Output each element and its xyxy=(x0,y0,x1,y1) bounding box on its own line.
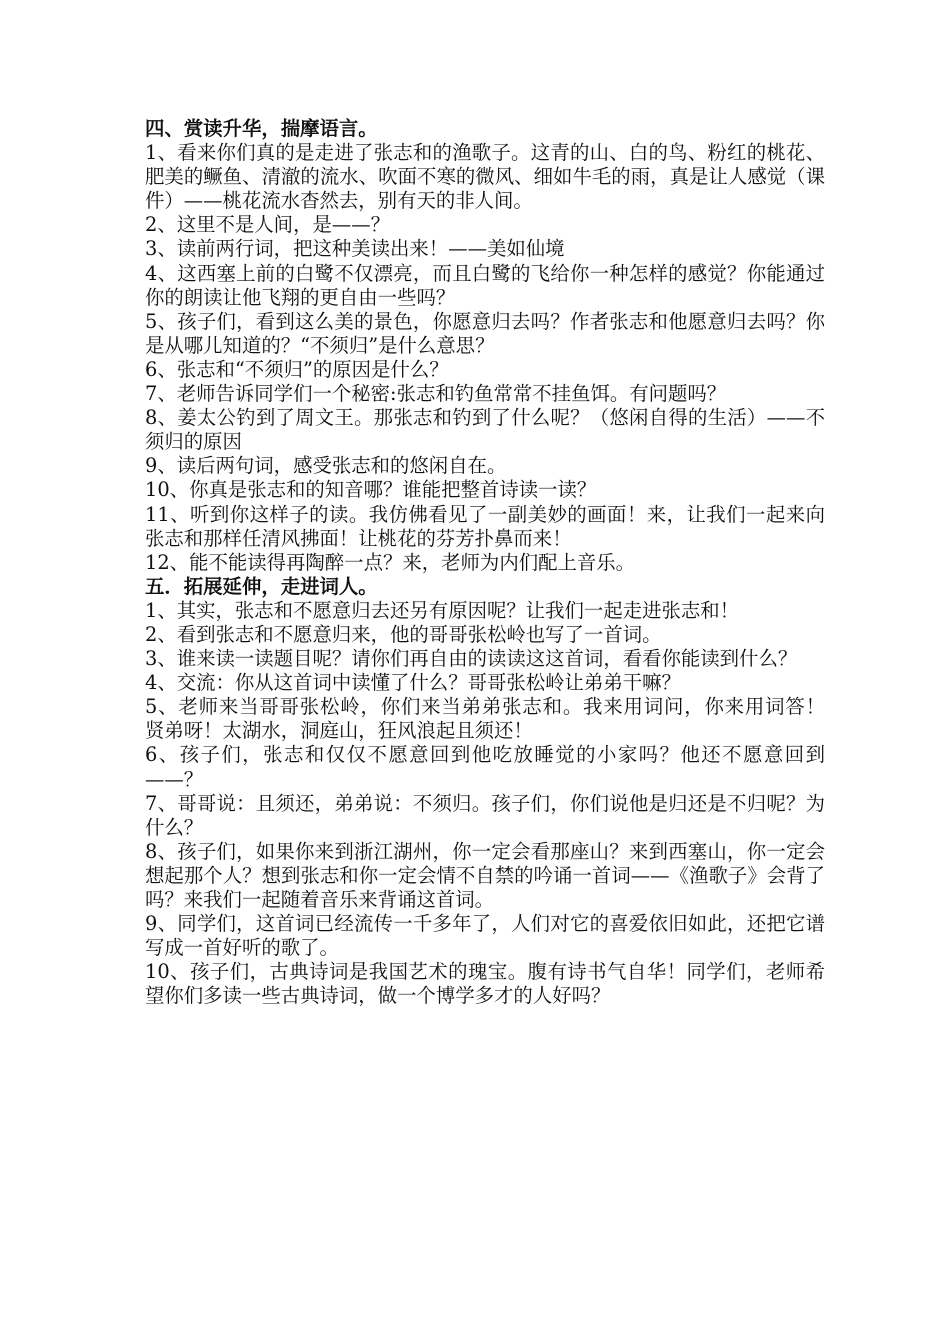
paragraph: 4、这西塞上前的白鹭不仅漂亮，而且白鹭的飞给你一种怎样的感觉？你能通过你的朗读让他飞翔的更自由一些吗？ xyxy=(145,261,825,309)
paragraph: 9、同学们，这首词已经流传一千多年了，人们对它的喜爱依旧如此，还把它谱写成一首好听的歌了。 xyxy=(145,912,825,960)
paragraph: 7、老师告诉同学们一个秘密:张志和钓鱼常常不挂鱼饵。有问题吗？ xyxy=(145,382,727,406)
document-page xyxy=(145,117,845,1008)
paragraph: 3、读前两行词，把这种美读出来！——美如仙境 xyxy=(145,237,565,261)
section-4 xyxy=(145,117,825,575)
paragraph: 12、能不能读得再陶醉一点？来，老师为内们配上音乐。 xyxy=(145,550,636,574)
paragraph: 10、孩子们，古典诗词是我国艺术的瑰宝。腹有诗书气自华！同学们，老师希望你们多读一些古典诗词，做一个博学多才的人好吗？ xyxy=(145,960,825,1008)
paragraph: 2、这里不是人间，是——？ xyxy=(145,213,391,237)
section-heading: 五．拓展延伸，走进词人。 xyxy=(145,574,378,598)
paragraph: 8、姜太公钓到了周文王。那张志和钓到了什么呢？（悠闲自得的生活）——不须归的原因 xyxy=(145,406,825,454)
paragraph: 6、张志和“不须归”的原因是什么？ xyxy=(145,357,449,381)
paragraph: 3、谁来读一读题目呢？请你们再自由的读读这这首词，看看你能读到什么？ xyxy=(145,647,798,671)
paragraph: 10、你真是张志和的知音哪？谁能把整首诗读一读？ xyxy=(145,478,597,502)
section-5 xyxy=(145,574,845,1009)
paragraph: 1、其实，张志和不愿意归去还另有原因呢？让我们一起走进张志和！ xyxy=(145,598,740,622)
paragraph: 11、听到你这样子的读。我仿佛看见了一副美妙的画面！来，让我们一起来向张志和那样任清风拂面！让桃花的芬芳扑鼻而来！ xyxy=(145,502,825,550)
paragraph: 7、哥哥说：且须还，弟弟说：不须归。孩子们，你们说他是归还是不归呢？为什么？ xyxy=(145,791,825,839)
section-heading: 四、赏读升华，揣摩语言。 xyxy=(145,117,378,140)
paragraph: 4、交流：你从这首词中读懂了什么？哥哥张松岭让弟弟干嘛？ xyxy=(145,671,681,695)
paragraph: 5、孩子们，看到这么美的景色，你愿意归去吗？作者张志和他愿意归去吗？你是从哪儿知道的？“不须归”是什么意思？ xyxy=(145,309,825,357)
paragraph: 2、看到张志和不愿意归来，他的哥哥张松岭也写了一首词。 xyxy=(145,622,662,646)
paragraph: 6、孩子们，张志和仅仅不愿意回到他吃放睡觉的小家吗？他还不愿意回到——？ xyxy=(145,743,825,791)
paragraph: 1、看来你们真的是走进了张志和的渔歌子。这青的山、白的鸟、粉红的桃花、肥美的鳜鱼、清澈的流水、吹面不寒的微风、细如牛毛的雨，真是让人感觉（课件）——桃花流水杳然去，别有天的非人间。 xyxy=(145,141,825,213)
paragraph: 5、老师来当哥哥张松岭，你们来当弟弟张志和。我来用词问，你来用词答！ 贤弟呀！太湖水，洞庭山，狂风浪起且须还！ xyxy=(145,695,845,743)
paragraph: 9、读后两句词，感受张志和的悠闲自在。 xyxy=(145,454,507,478)
paragraph: 8、孩子们，如果你来到浙江湖州，你一定会看那座山？来到西塞山，你一定会想起那个人？想到张志和你一定会情不自禁的吟诵一首词——《渔歌子》会背了吗？来我们一起随着音乐来背诵这首词。 xyxy=(145,839,825,911)
